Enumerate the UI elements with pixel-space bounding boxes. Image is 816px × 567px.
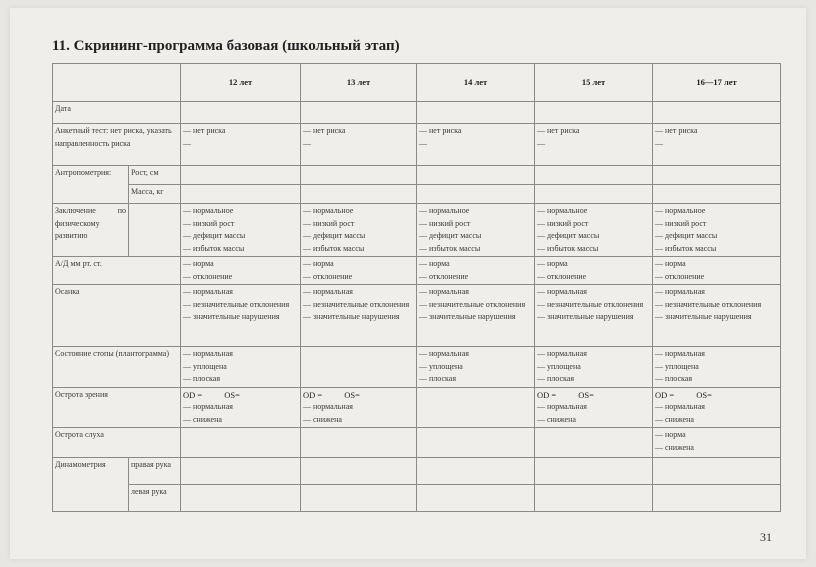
option-text: — нормальное (655, 206, 706, 215)
option-text: — нет риска (419, 126, 462, 135)
height-cell (301, 166, 417, 185)
dyn-cell (181, 485, 301, 512)
option-text: — норма (303, 259, 334, 268)
option-text: — нормальная (419, 349, 469, 358)
option-text: — снижена (183, 414, 222, 424)
posture-cell (653, 285, 781, 347)
option-text: — значительные нарушения (537, 312, 634, 321)
date-cell (535, 102, 653, 124)
option-text: — низкий рост (303, 218, 355, 228)
weight-cell (301, 185, 417, 204)
option-text: — отклонение (655, 271, 705, 281)
bp-cell (535, 257, 653, 285)
option-text: — уплощена (655, 361, 699, 371)
sub-label: Рост, см (129, 166, 181, 185)
option-text: — норма (183, 259, 214, 268)
hearing-cell (653, 428, 781, 458)
screening-table (52, 63, 781, 512)
dyn-cell (417, 485, 535, 512)
row-survey (53, 124, 781, 166)
page-title: 11. Скрининг-программа базовая (школьный этап) (52, 38, 400, 54)
dyn-cell (535, 485, 653, 512)
od-label: OD = (183, 389, 203, 400)
option-text: — незначительные отклонения (537, 299, 644, 309)
survey-cell (653, 124, 781, 166)
od-label: OD = (303, 389, 323, 400)
option-text: — незначительные отклонения (183, 299, 290, 309)
dyn-cell (181, 458, 301, 485)
option-text: — нет риска (655, 126, 698, 135)
dyn-cell (301, 485, 417, 512)
row-physical (53, 204, 781, 257)
hearing-cell-empty (535, 428, 653, 458)
weight-cell (653, 185, 781, 204)
option-text: — нормальная (419, 287, 469, 296)
sub-label: левая рука (129, 485, 181, 512)
od-label: OD = (655, 389, 675, 400)
age-header: 13 лет (301, 64, 417, 102)
row-label: Осанка (53, 285, 181, 347)
option-text: — значительные нарушения (419, 312, 516, 321)
row-label: Состояние стопы (плантограмма) (53, 347, 181, 388)
foot-cell (181, 347, 301, 388)
option-text: — избыток массы (303, 243, 365, 253)
option-text: — нормальная (537, 349, 587, 358)
phys-cell (653, 204, 781, 257)
foot-cell-empty (301, 347, 417, 388)
foot-cell (535, 347, 653, 388)
dyn-cell (653, 485, 781, 512)
od-label: OD = (537, 389, 557, 400)
option-text: — отклонение (303, 271, 353, 281)
row-date (53, 102, 781, 124)
option-text: — уплощена (419, 361, 463, 371)
row-label: Острота зрения (53, 387, 181, 428)
option-text: — снижена (537, 414, 576, 424)
option-text: — нормальная (655, 287, 705, 296)
row-label: Антропометрия: (53, 166, 129, 204)
bp-cell (181, 257, 301, 285)
bp-cell (417, 257, 535, 285)
posture-cell (301, 285, 417, 347)
dyn-cell (535, 458, 653, 485)
option-text: — избыток массы (655, 243, 717, 253)
vision-cell (301, 387, 417, 428)
option-text: — низкий рост (419, 218, 471, 228)
os-label: OS= (224, 389, 240, 400)
option-text: — нормальное (303, 206, 354, 215)
option-text: — избыток массы (183, 243, 245, 253)
age-header: 16—17 лет (653, 64, 781, 102)
option-text: — плоская (655, 374, 693, 383)
row-bp (53, 257, 781, 285)
survey-cell (535, 124, 653, 166)
weight-cell (417, 185, 535, 204)
posture-cell (181, 285, 301, 347)
date-cell (181, 102, 301, 124)
option-text: — снижена (303, 414, 342, 424)
od-os-line (655, 389, 778, 402)
option-text: — снижена (655, 442, 694, 452)
vision-cell-empty (417, 387, 535, 428)
option-text: — нормальная (303, 402, 353, 411)
option-text: — дефицит массы (419, 231, 482, 240)
weight-cell (535, 185, 653, 204)
option-text: — нормальная (655, 349, 705, 358)
option-text: — нет риска (303, 126, 346, 135)
option-text: — значительные нарушения (655, 312, 752, 321)
row-hearing (53, 428, 781, 458)
height-cell (417, 166, 535, 185)
foot-cell (653, 347, 781, 388)
option-text: — избыток массы (537, 243, 599, 253)
option-text: — незначительные отклонения (419, 299, 526, 309)
os-label: OS= (578, 389, 594, 400)
row-left-hand (53, 485, 781, 512)
page-number: 31 (760, 530, 772, 544)
option-text: — нормальная (655, 402, 705, 411)
option-text: — дефицит массы (537, 231, 600, 240)
height-cell (535, 166, 653, 185)
row-label: Дата (53, 102, 181, 124)
option-text: — (419, 138, 427, 148)
posture-cell (535, 285, 653, 347)
option-text: — норма (655, 259, 686, 268)
option-text: — (303, 138, 311, 148)
bp-cell (301, 257, 417, 285)
age-header: 12 лет (181, 64, 301, 102)
dyn-cell (653, 458, 781, 485)
height-cell (181, 166, 301, 185)
row-label: А/Д мм рт. ст. (53, 257, 181, 285)
weight-cell (181, 185, 301, 204)
option-text: — отклонение (183, 271, 233, 281)
od-os-line (303, 389, 414, 402)
row-label-blank (129, 204, 181, 257)
row-label: Анкетный тест: нет риска, указать направленность риска (53, 124, 181, 166)
survey-cell (301, 124, 417, 166)
row-weight (53, 185, 781, 204)
row-right-hand (53, 458, 781, 485)
age-header: 14 лет (417, 64, 535, 102)
vision-cell (535, 387, 653, 428)
option-text: — нормальное (537, 206, 588, 215)
phys-cell (301, 204, 417, 257)
vision-cell (653, 387, 781, 428)
option-text: — (655, 138, 663, 148)
phys-cell (535, 204, 653, 257)
option-text: — низкий рост (183, 218, 235, 228)
bp-cell (653, 257, 781, 285)
option-text: — нормальная (183, 287, 233, 296)
option-text: — низкий рост (537, 218, 589, 228)
dyn-cell (417, 458, 535, 485)
option-text: — нормальное (183, 206, 234, 215)
hearing-cell-empty (181, 428, 301, 458)
option-text: — отклонение (537, 271, 587, 281)
dyn-cell (301, 458, 417, 485)
option-text: — нет риска (537, 126, 580, 135)
option-text: — норма (655, 430, 686, 439)
option-text: — дефицит массы (655, 231, 718, 240)
sub-label: правая рука (129, 458, 181, 485)
date-cell (653, 102, 781, 124)
option-text: — дефицит массы (303, 231, 366, 240)
survey-cell (417, 124, 535, 166)
od-os-line (537, 389, 650, 402)
option-text: — незначительные отклонения (655, 299, 762, 309)
foot-cell (417, 347, 535, 388)
option-text: — незначительные отклонения (303, 299, 410, 309)
os-label: OS= (696, 389, 712, 400)
hearing-cell-empty (417, 428, 535, 458)
row-label: Острота слуха (53, 428, 181, 458)
option-text: — низкий рост (655, 218, 707, 228)
row-height (53, 166, 781, 185)
option-text: — нормальная (537, 402, 587, 411)
option-text: — плоская (537, 374, 575, 383)
survey-cell (181, 124, 301, 166)
option-text: — норма (419, 259, 450, 268)
phys-cell (181, 204, 301, 257)
option-text: — нормальная (303, 287, 353, 296)
height-cell (653, 166, 781, 185)
posture-cell (417, 285, 535, 347)
header-blank (53, 64, 181, 102)
sub-label: Масса, кг (129, 185, 181, 204)
os-label: OS= (344, 389, 360, 400)
date-cell (301, 102, 417, 124)
phys-cell (417, 204, 535, 257)
option-text: — нет риска (183, 126, 226, 135)
row-label: Заключение по физическому развитию (53, 204, 129, 257)
option-text: — отклонение (419, 271, 469, 281)
row-label: Динамометрия (53, 458, 129, 512)
option-text: — значительные нарушения (183, 312, 280, 321)
document-page (10, 8, 806, 559)
option-text: — избыток массы (419, 243, 481, 253)
row-vision (53, 387, 781, 428)
option-text: — уплощена (183, 361, 227, 371)
option-text: — нормальное (419, 206, 470, 215)
option-text: — значительные нарушения (303, 312, 400, 321)
option-text: — плоская (183, 374, 221, 383)
date-cell (417, 102, 535, 124)
option-text: — (183, 138, 191, 148)
option-text: — плоская (419, 374, 457, 383)
option-text: — нормальная (537, 287, 587, 296)
age-header: 15 лет (535, 64, 653, 102)
hearing-cell-empty (301, 428, 417, 458)
option-text: — дефицит массы (183, 231, 246, 240)
row-foot (53, 347, 781, 388)
option-text: — уплощена (537, 361, 581, 371)
option-text: — норма (537, 259, 568, 268)
option-text: — нормальная (183, 349, 233, 358)
row-posture (53, 285, 781, 347)
option-text: — снижена (655, 414, 694, 424)
option-text: — (537, 138, 545, 148)
header-row (53, 64, 781, 102)
od-os-line (183, 389, 298, 402)
option-text: — нормальная (183, 402, 233, 411)
vision-cell (181, 387, 301, 428)
